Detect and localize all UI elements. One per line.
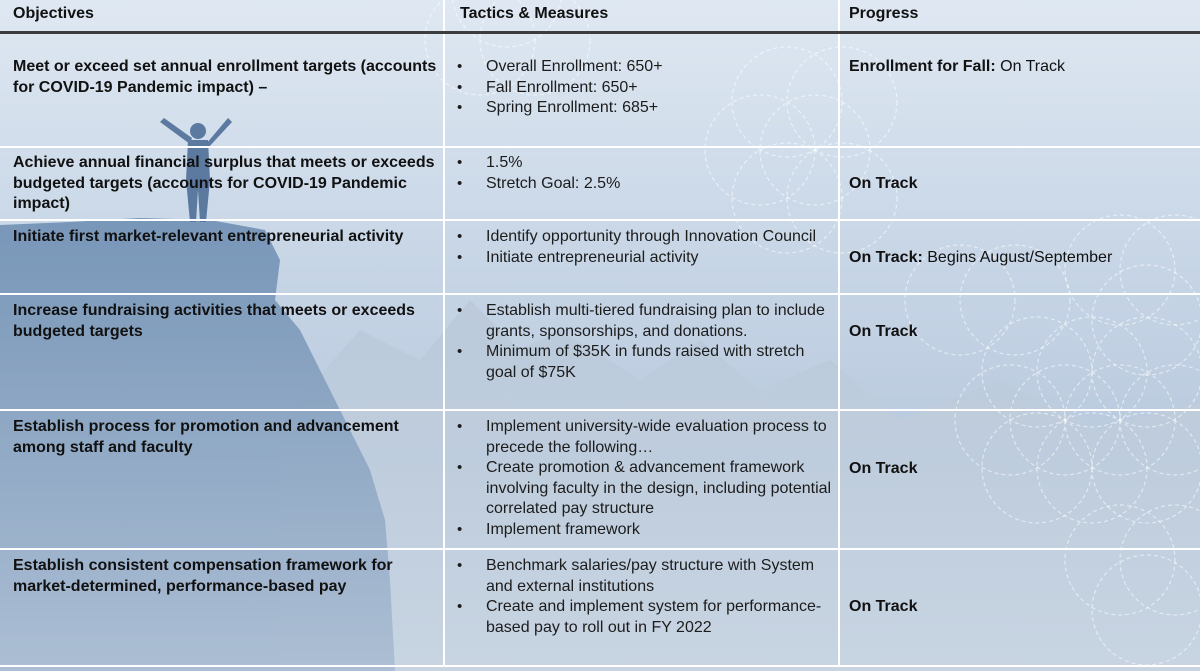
row-divider <box>0 409 1200 411</box>
tactics-cell <box>457 301 837 383</box>
objective-cell: Establish process for promotion and advancement among staff and faculty <box>13 418 399 456</box>
tactic-item: • Overall Enrollment: 650+ <box>457 57 837 78</box>
row-divider <box>0 548 1200 550</box>
header-tactics: Tactics & Measures <box>460 5 609 22</box>
tactic-item: • Benchmark salaries/pay structure with System and external institutions <box>457 556 837 597</box>
progress-status: On Track <box>849 460 918 477</box>
tactic-item: • Implement framework <box>457 520 837 541</box>
row-divider <box>0 665 1200 667</box>
tactics-cell <box>457 57 837 119</box>
objective-cell: Increase fundraising activities that meets or exceeds budgeted targets <box>13 302 415 340</box>
objective-cell: Establish consistent compensation framework for market-determined, performance-based pay <box>13 557 393 595</box>
tactic-item: • Implement university-wide evaluation process to precede the following… <box>457 417 837 458</box>
progress-status: On Track <box>849 598 918 615</box>
column-divider <box>443 0 445 667</box>
tactic-item: • Spring Enrollment: 685+ <box>457 98 837 119</box>
row-divider <box>0 146 1200 148</box>
tactics-cell <box>457 153 837 194</box>
tactic-item: • Create promotion & advancement framework involving faculty in the design, including potential correlated pay structure <box>457 458 837 520</box>
tactic-item: • Initiate entrepreneurial activity <box>457 248 837 269</box>
header-progress: Progress <box>849 5 919 22</box>
progress-cell <box>849 174 1189 195</box>
tactic-item: • Establish multi-tiered fundraising plan to include grants, sponsorships, and donations. <box>457 301 837 342</box>
tactic-item: • Identify opportunity through Innovation Council <box>457 227 837 248</box>
tactics-cell <box>457 227 837 268</box>
tactic-item: • Fall Enrollment: 650+ <box>457 78 837 99</box>
progress-status: On Track <box>849 175 918 192</box>
objective-cell: Initiate first market-relevant entrepreneurial activity <box>13 228 404 245</box>
tactic-item: • Create and implement system for performance-based pay to roll out in FY 2022 <box>457 597 837 638</box>
progress-cell <box>849 248 1189 269</box>
progress-cell <box>849 322 1189 343</box>
row-divider <box>0 219 1200 221</box>
column-divider <box>838 0 840 667</box>
progress-cell <box>849 57 1189 78</box>
progress-status: On Track: <box>849 249 923 266</box>
row-divider <box>0 293 1200 295</box>
tactics-cell <box>457 556 837 638</box>
tactic-item: • Minimum of $35K in funds raised with stretch goal of $75K <box>457 342 837 383</box>
progress-cell <box>849 597 1189 618</box>
progress-note: Begins August/September <box>922 249 1113 266</box>
tactic-item: • Stretch Goal: 2.5% <box>457 174 837 195</box>
progress-status: On Track <box>849 323 918 340</box>
objective-cell: Achieve annual financial surplus that meets or exceeds budgeted targets (accounts for COVID-19 Pandemic impact) <box>13 154 435 212</box>
progress-note: On Track <box>995 58 1066 75</box>
progress-status: Enrollment for Fall: <box>849 58 996 75</box>
header-divider <box>0 31 1200 34</box>
tactics-cell <box>457 417 837 540</box>
progress-cell <box>849 459 1189 480</box>
tactic-item: • 1.5% <box>457 153 837 174</box>
objective-cell: Meet or exceed set annual enrollment targets (accounts for COVID-19 Pandemic impact) – <box>13 58 437 96</box>
header-objectives: Objectives <box>13 5 94 22</box>
